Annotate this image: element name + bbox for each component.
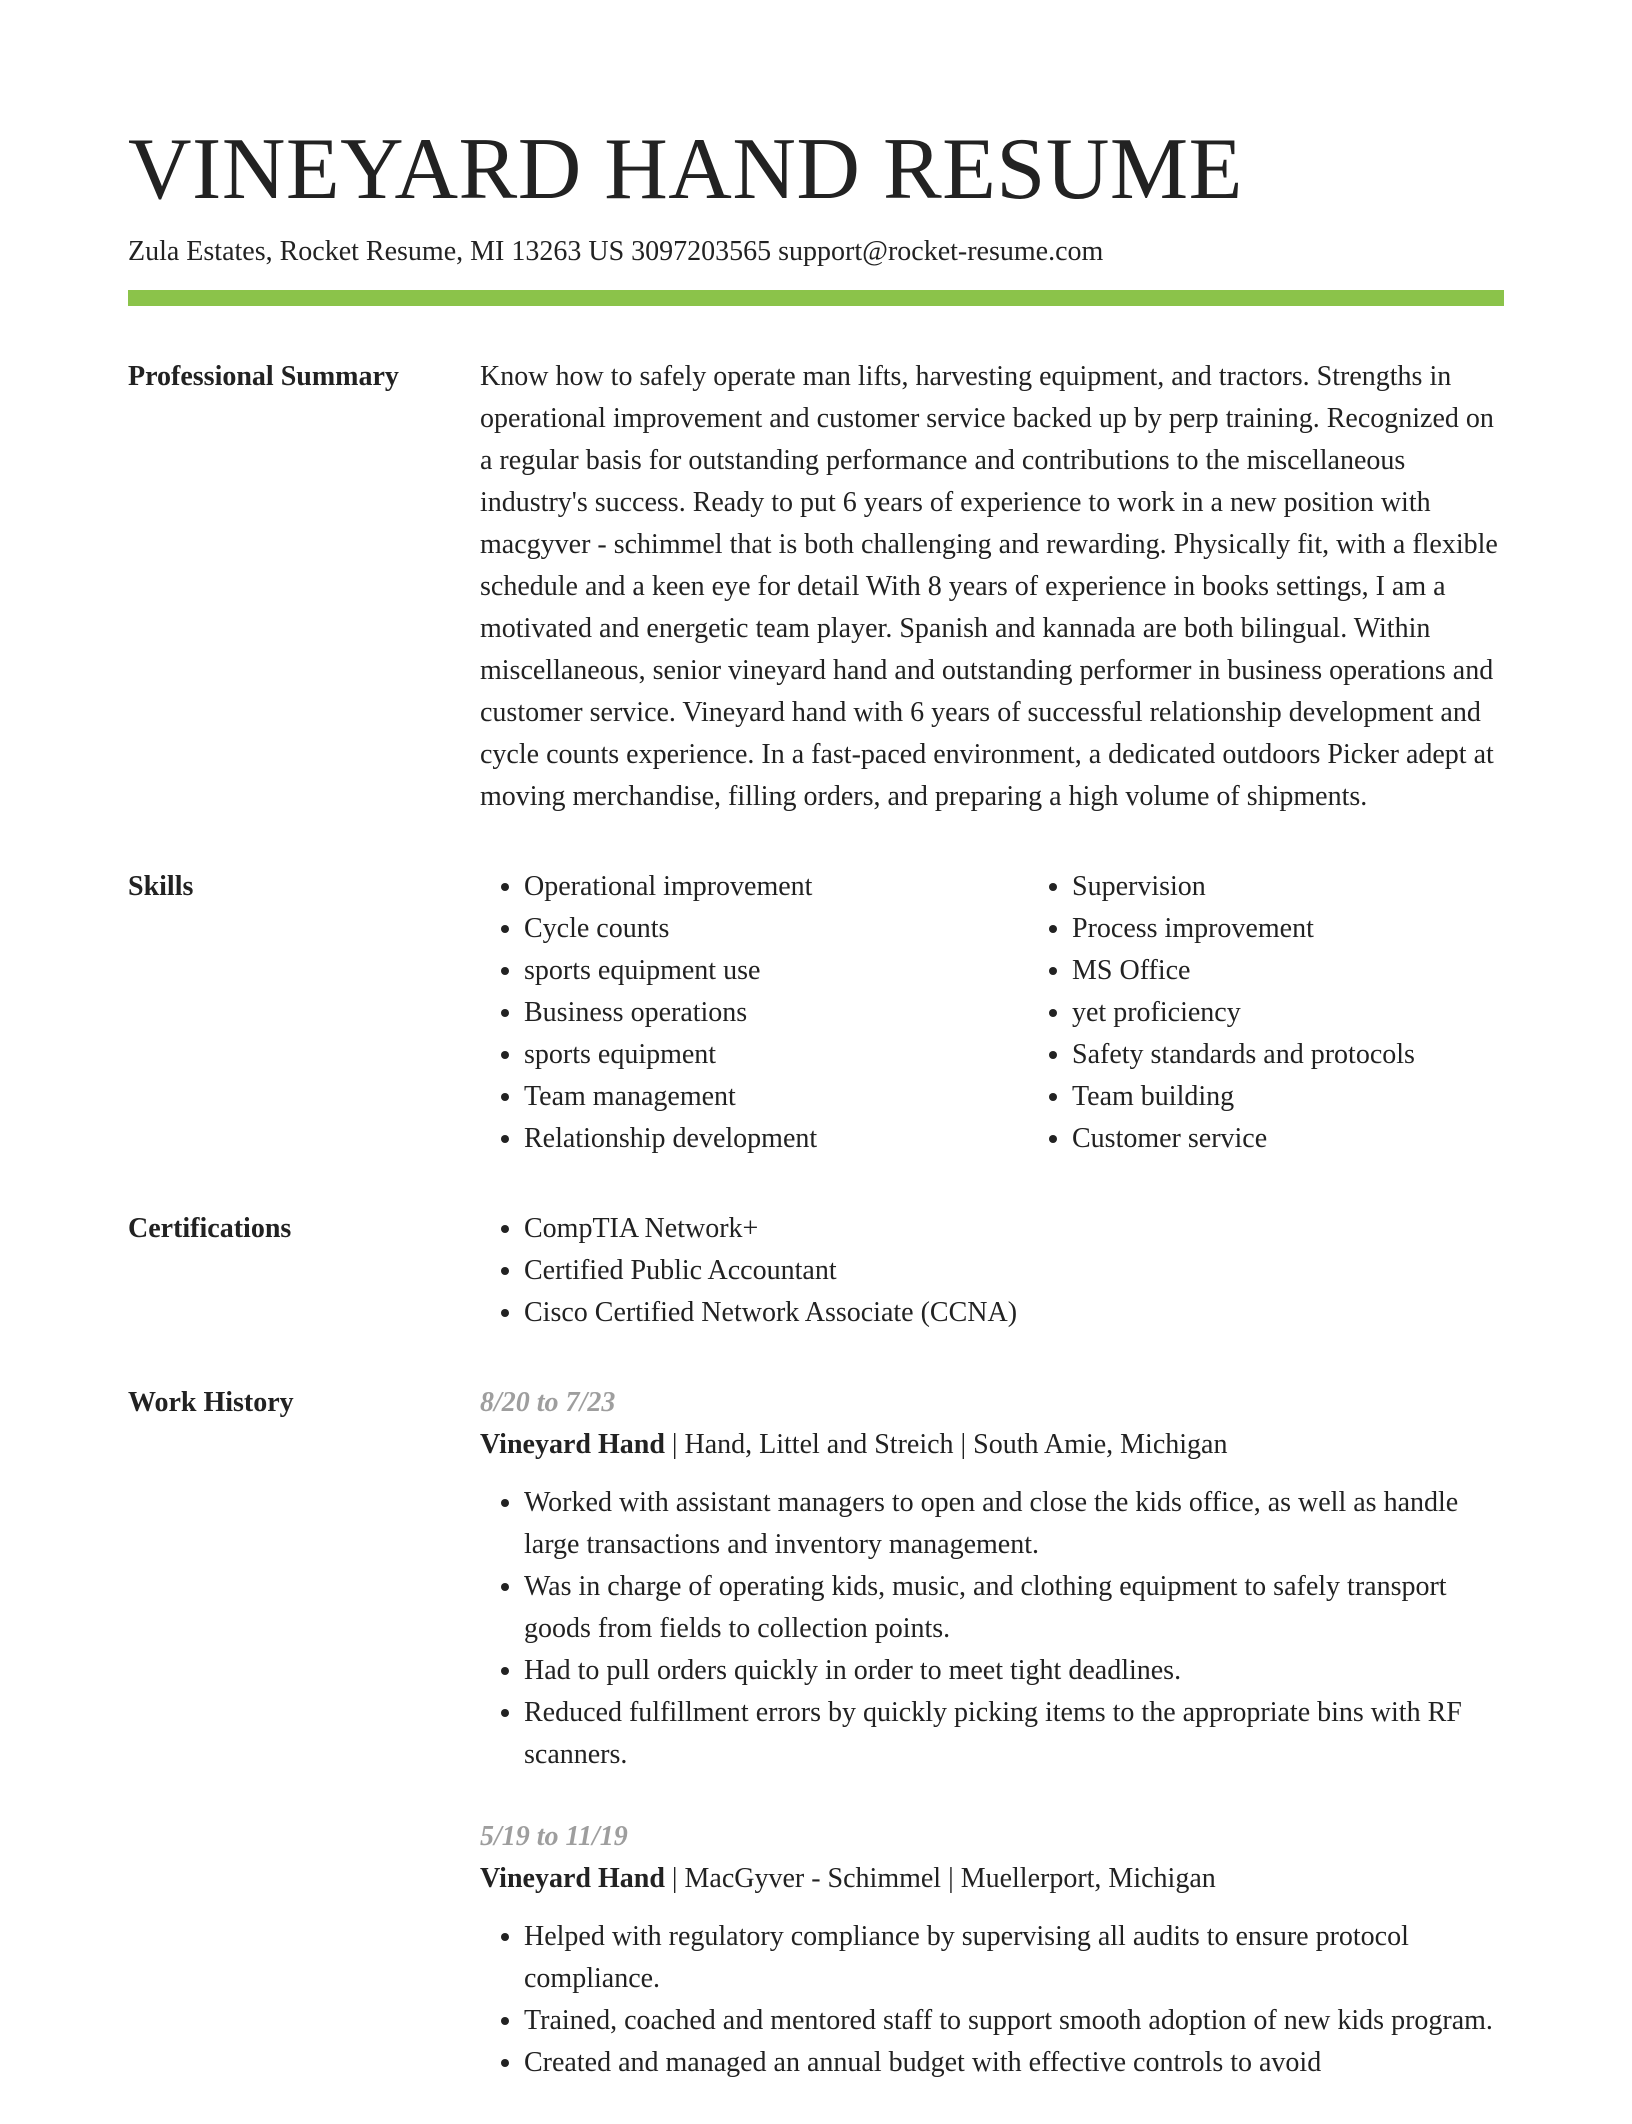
- skills-body: [480, 866, 1576, 1160]
- skill-item: • Customer service: [1072, 1118, 1576, 1160]
- header-divider: [128, 290, 1504, 306]
- job-bullets: [480, 1916, 1504, 2084]
- job-bullet: • Reduced fulfillment errors by quickly picking items to the appropriate bins with RF scanners.: [524, 1692, 1504, 1776]
- resume-title: VINEYARD HAND RESUME: [128, 121, 1243, 218]
- job-bullet: • Had to pull orders quickly in order to meet tight deadlines.: [524, 1650, 1504, 1692]
- skill-item: • Cycle counts: [524, 908, 1028, 950]
- summary-body: [480, 356, 1504, 818]
- summary-heading: Professional Summary: [128, 361, 399, 392]
- certifications-body: [480, 1208, 1504, 1334]
- skill-item: • Team building: [1072, 1076, 1576, 1118]
- skill-item: • Process improvement: [1072, 908, 1576, 950]
- job-entry: [480, 1382, 1504, 1776]
- certifications-heading: Certifications: [128, 1213, 292, 1244]
- work-history-body: [480, 1382, 1504, 2124]
- job-dates: 8/20 to 7/23: [480, 1387, 616, 1418]
- skill-item: • Safety standards and protocols: [1072, 1034, 1576, 1076]
- job-title: Vineyard Hand: [480, 1429, 665, 1460]
- skills-section: [128, 866, 1504, 1160]
- job-bullet: • Created and managed an annual budget with effective controls to avoid: [524, 2042, 1504, 2084]
- skill-item: • sports equipment use: [524, 950, 1028, 992]
- summary-section: [128, 356, 1504, 818]
- job-title: Vineyard Hand: [480, 1863, 665, 1894]
- certification-item: • Cisco Certified Network Associate (CCNA): [524, 1292, 1504, 1334]
- skill-item: • Relationship development: [524, 1118, 1028, 1160]
- summary-text: Know how to safely operate man lifts, harvesting equipment, and tractors. Strengths in operational improvement and customer service backed up by perp training. Recognized on a regular basis for outstanding performance and contributions to the miscellaneous industry's success. Ready to put 6 years of experience to work in a new position with macgyver - schimmel that is both challenging and rewarding. Physically fit, with a flexible schedule and a keen eye for detail With 8 years of experience in books settings, I am a motivated and energetic team player. Spanish and kannada are both bilingual. Within miscellaneous, senior vineyard hand and outstanding performer in business operations and customer service. Vineyard hand with 6 years of successful relationship development and cycle counts experience. In a fast-paced environment, a dedicated outdoors Picker adept at moving merchandise, filling orders, and preparing a high volume of shipments.: [480, 361, 1498, 812]
- job-bullet: • Trained, coached and mentored staff to support smooth adoption of new kids program.: [524, 2000, 1504, 2042]
- skills-columns: [480, 866, 1576, 1160]
- job-employer-location: | Hand, Littel and Streich | South Amie, Michigan: [664, 1429, 1228, 1460]
- contact-line: Zula Estates, Rocket Resume, MI 13263 US 3097203565 support@rocket-resume.com: [128, 236, 1104, 267]
- skill-item: • Business operations: [524, 992, 1028, 1034]
- work-history-heading: Work History: [128, 1387, 294, 1418]
- job-bullet: • Worked with assistant managers to open and close the kids office, as well as handle large transactions and inventory management.: [524, 1482, 1504, 1566]
- job-bullet: • Was in charge of operating kids, music, and clothing equipment to safely transport goods from fields to collection points.: [524, 1566, 1504, 1650]
- certifications-list: [480, 1208, 1504, 1334]
- skill-item: • yet proficiency: [1072, 992, 1576, 1034]
- certification-item: • CompTIA Network+: [524, 1208, 1504, 1250]
- work-history-section: [128, 1382, 1504, 2124]
- skill-item: • MS Office: [1072, 950, 1576, 992]
- skill-item: • Operational improvement: [524, 866, 1028, 908]
- job-dates: 5/19 to 11/19: [480, 1821, 628, 1852]
- job-employer-location: | MacGyver - Schimmel | Muellerport, Michigan: [664, 1863, 1216, 1894]
- skill-item: • Team management: [524, 1076, 1028, 1118]
- skills-list-right: [1028, 866, 1576, 1160]
- certification-item: • Certified Public Accountant: [524, 1250, 1504, 1292]
- job-bullet: • Helped with regulatory compliance by supervising all audits to ensure protocol compliance.: [524, 1916, 1504, 2000]
- skills-list-left: [480, 866, 1028, 1160]
- job-header: [480, 1858, 1504, 1900]
- certifications-section: [128, 1208, 1504, 1334]
- skill-item: • sports equipment: [524, 1034, 1028, 1076]
- job-entry: [480, 1816, 1504, 2084]
- skill-item: • Supervision: [1072, 866, 1576, 908]
- job-header: [480, 1424, 1504, 1466]
- job-bullets: [480, 1482, 1504, 1776]
- skills-heading: Skills: [128, 871, 194, 902]
